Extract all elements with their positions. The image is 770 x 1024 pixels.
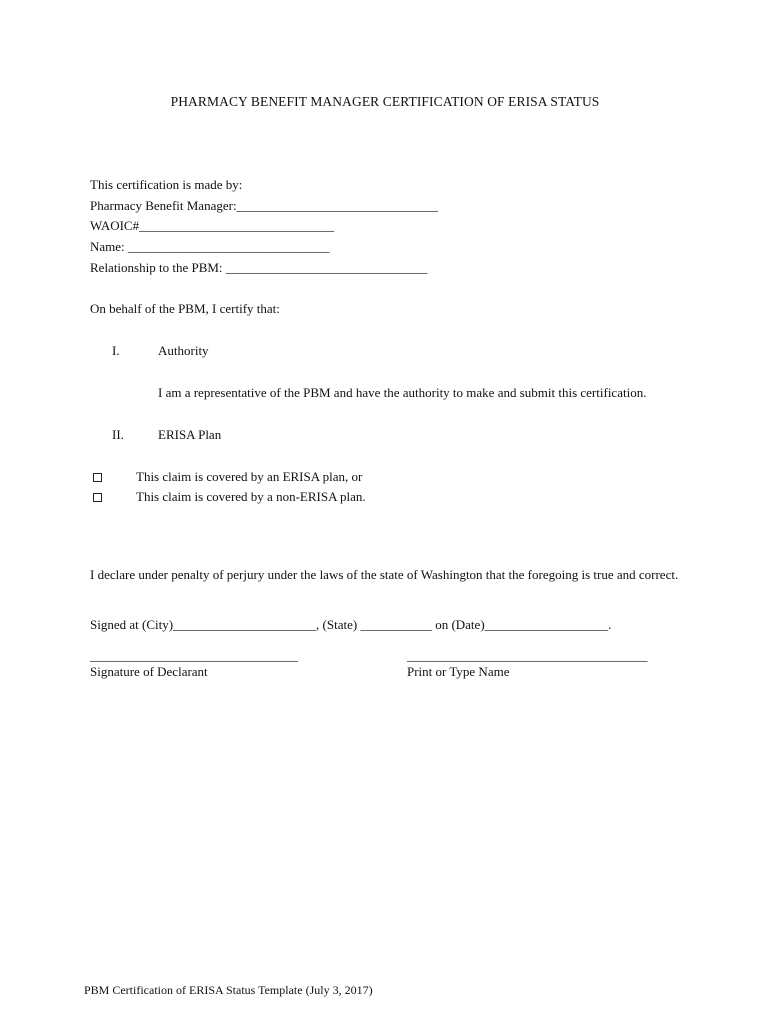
section-numeral: I. <box>112 343 120 358</box>
erisa-plan-checkbox[interactable] <box>93 471 102 484</box>
non-erisa-plan-checkbox[interactable] <box>93 491 102 504</box>
document-title: PHARMACY BENEFIT MANAGER CERTIFICATION OF ERISA STATUS <box>170 94 600 109</box>
signed-at-field[interactable]: Signed at (City)______________________, (State) ___________ on (Date)___________________. <box>90 617 612 632</box>
declaration-text: I declare under penalty of perjury under the laws of the state of Washington that the foregoing is true and correct. <box>90 567 679 582</box>
section-heading-authority: Authority <box>158 343 209 358</box>
made-by-text: This certification is made by: <box>90 177 243 192</box>
pbm-name-field[interactable]: Pharmacy Benefit Manager:_______________________________ <box>90 198 439 213</box>
signature-label: Signature of Declarant <box>90 664 208 679</box>
section-heading-erisa-plan: ERISA Plan <box>158 427 222 442</box>
page-footer: PBM Certification of ERISA Status Template (July 3, 2017) <box>84 983 373 997</box>
certify-intro-text: On behalf of the PBM, I certify that: <box>90 301 280 316</box>
non-erisa-plan-option-label: This claim is covered by a non-ERISA plan. <box>136 489 366 504</box>
print-name-label: Print or Type Name <box>407 664 510 679</box>
name-field[interactable]: Name: _______________________________ <box>90 239 330 254</box>
authority-statement: I am a representative of the PBM and have the authority to make and submit this certification. <box>158 385 647 400</box>
erisa-plan-option-label: This claim is covered by an ERISA plan, or <box>136 469 363 484</box>
relationship-field[interactable]: Relationship to the PBM: _______________________________ <box>90 260 428 275</box>
signature-line[interactable]: ________________________________ <box>90 648 298 663</box>
print-name-line[interactable]: _____________________________________ <box>407 648 648 663</box>
section-numeral: II. <box>112 427 124 442</box>
waoic-field[interactable]: WAOIC#______________________________ <box>90 218 335 233</box>
